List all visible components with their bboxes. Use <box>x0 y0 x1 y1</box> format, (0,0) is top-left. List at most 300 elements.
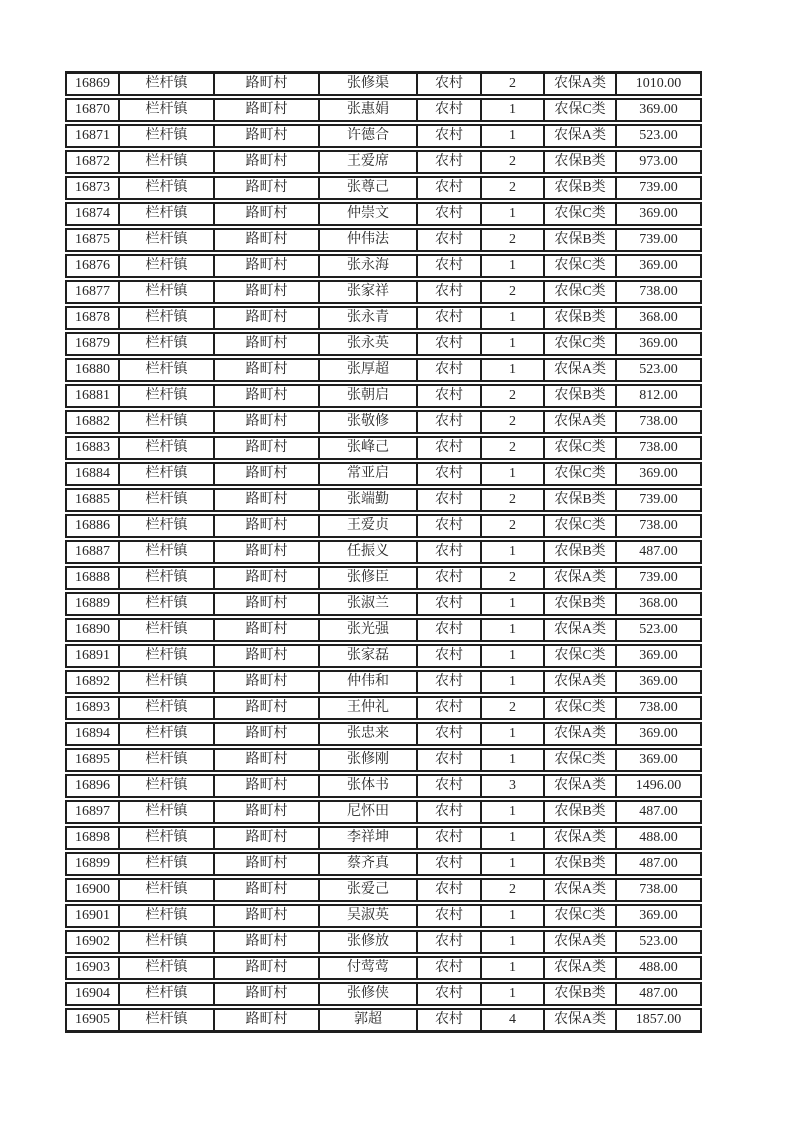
cell-village: 路町村 <box>214 904 319 928</box>
cell-amount: 487.00 <box>616 852 702 876</box>
cell-residence-type: 农村 <box>417 540 481 564</box>
cell-insurance-category: 农保A类 <box>544 566 616 590</box>
table-row <box>65 696 702 720</box>
cell-village: 路町村 <box>214 878 319 902</box>
cell-village: 路町村 <box>214 618 319 642</box>
cell-residence-type: 农村 <box>417 696 481 720</box>
cell-insurance-category: 农保C类 <box>544 696 616 720</box>
cell-residence-type: 农村 <box>417 774 481 798</box>
cell-insurance-category: 农保B类 <box>544 228 616 252</box>
table-row <box>65 826 702 850</box>
cell-amount: 739.00 <box>616 176 702 200</box>
cell-record-id: 16891 <box>65 644 119 668</box>
cell-town: 栏杆镇 <box>119 800 214 824</box>
cell-town: 栏杆镇 <box>119 722 214 746</box>
cell-residence-type: 农村 <box>417 852 481 876</box>
cell-person-count: 1 <box>481 618 544 642</box>
cell-insurance-category: 农保C类 <box>544 904 616 928</box>
cell-person-count: 2 <box>481 488 544 512</box>
cell-town: 栏杆镇 <box>119 436 214 460</box>
cell-amount: 523.00 <box>616 124 702 148</box>
cell-record-id: 16882 <box>65 410 119 434</box>
cell-person-count: 1 <box>481 670 544 694</box>
cell-record-id: 16872 <box>65 150 119 174</box>
cell-person-name: 王爱贞 <box>319 514 417 538</box>
cell-amount: 488.00 <box>616 826 702 850</box>
cell-person-name: 吴淑英 <box>319 904 417 928</box>
cell-residence-type: 农村 <box>417 150 481 174</box>
cell-person-count: 1 <box>481 540 544 564</box>
cell-amount: 812.00 <box>616 384 702 408</box>
cell-insurance-category: 农保A类 <box>544 930 616 954</box>
cell-residence-type: 农村 <box>417 904 481 928</box>
cell-record-id: 16871 <box>65 124 119 148</box>
cell-person-name: 张惠娟 <box>319 98 417 122</box>
table-row <box>65 358 702 382</box>
cell-residence-type: 农村 <box>417 202 481 226</box>
cell-insurance-category: 农保C类 <box>544 748 616 772</box>
table-row <box>65 878 702 902</box>
cell-person-name: 张修刚 <box>319 748 417 772</box>
cell-person-count: 1 <box>481 358 544 382</box>
table-row <box>65 748 702 772</box>
cell-village: 路町村 <box>214 254 319 278</box>
cell-residence-type: 农村 <box>417 592 481 616</box>
cell-village: 路町村 <box>214 384 319 408</box>
cell-insurance-category: 农保A类 <box>544 774 616 798</box>
cell-residence-type: 农村 <box>417 644 481 668</box>
insurance-roster-table <box>65 69 702 1035</box>
cell-person-count: 1 <box>481 904 544 928</box>
cell-record-id: 16900 <box>65 878 119 902</box>
cell-person-count: 2 <box>481 566 544 590</box>
cell-amount: 739.00 <box>616 488 702 512</box>
cell-person-count: 1 <box>481 592 544 616</box>
cell-insurance-category: 农保C类 <box>544 98 616 122</box>
table-row <box>65 384 702 408</box>
cell-amount: 369.00 <box>616 670 702 694</box>
cell-amount: 368.00 <box>616 306 702 330</box>
cell-person-name: 张爱己 <box>319 878 417 902</box>
cell-insurance-category: 农保A类 <box>544 826 616 850</box>
cell-village: 路町村 <box>214 800 319 824</box>
cell-insurance-category: 农保B类 <box>544 306 616 330</box>
cell-person-count: 1 <box>481 124 544 148</box>
cell-village: 路町村 <box>214 410 319 434</box>
cell-record-id: 16874 <box>65 202 119 226</box>
cell-village: 路町村 <box>214 71 319 96</box>
cell-town: 栏杆镇 <box>119 1008 214 1033</box>
cell-village: 路町村 <box>214 1008 319 1033</box>
cell-person-name: 张永英 <box>319 332 417 356</box>
cell-town: 栏杆镇 <box>119 410 214 434</box>
cell-town: 栏杆镇 <box>119 358 214 382</box>
cell-record-id: 16889 <box>65 592 119 616</box>
cell-amount: 487.00 <box>616 800 702 824</box>
cell-town: 栏杆镇 <box>119 930 214 954</box>
cell-insurance-category: 农保C类 <box>544 644 616 668</box>
cell-village: 路町村 <box>214 852 319 876</box>
cell-amount: 369.00 <box>616 644 702 668</box>
cell-person-count: 2 <box>481 436 544 460</box>
table-row <box>65 852 702 876</box>
cell-town: 栏杆镇 <box>119 566 214 590</box>
cell-person-name: 常亚启 <box>319 462 417 486</box>
table-row <box>65 592 702 616</box>
cell-village: 路町村 <box>214 826 319 850</box>
cell-record-id: 16896 <box>65 774 119 798</box>
cell-village: 路町村 <box>214 358 319 382</box>
cell-person-name: 许德合 <box>319 124 417 148</box>
cell-insurance-category: 农保C类 <box>544 436 616 460</box>
cell-village: 路町村 <box>214 176 319 200</box>
cell-amount: 523.00 <box>616 930 702 954</box>
cell-record-id: 16903 <box>65 956 119 980</box>
cell-amount: 369.00 <box>616 722 702 746</box>
cell-village: 路町村 <box>214 280 319 304</box>
cell-record-id: 16899 <box>65 852 119 876</box>
cell-insurance-category: 农保B类 <box>544 540 616 564</box>
cell-residence-type: 农村 <box>417 332 481 356</box>
cell-town: 栏杆镇 <box>119 462 214 486</box>
cell-village: 路町村 <box>214 696 319 720</box>
cell-record-id: 16873 <box>65 176 119 200</box>
cell-person-name: 张家祥 <box>319 280 417 304</box>
table-row <box>65 332 702 356</box>
cell-amount: 487.00 <box>616 982 702 1006</box>
cell-residence-type: 农村 <box>417 306 481 330</box>
cell-person-count: 1 <box>481 956 544 980</box>
cell-person-name: 张永青 <box>319 306 417 330</box>
cell-amount: 368.00 <box>616 592 702 616</box>
cell-person-name: 张敬修 <box>319 410 417 434</box>
cell-person-count: 1 <box>481 826 544 850</box>
cell-person-name: 张端勤 <box>319 488 417 512</box>
cell-town: 栏杆镇 <box>119 670 214 694</box>
cell-residence-type: 农村 <box>417 930 481 954</box>
cell-insurance-category: 农保B类 <box>544 592 616 616</box>
cell-record-id: 16890 <box>65 618 119 642</box>
cell-insurance-category: 农保A类 <box>544 722 616 746</box>
cell-insurance-category: 农保B类 <box>544 384 616 408</box>
cell-amount: 738.00 <box>616 514 702 538</box>
cell-town: 栏杆镇 <box>119 254 214 278</box>
cell-amount: 369.00 <box>616 904 702 928</box>
cell-residence-type: 农村 <box>417 670 481 694</box>
table-row <box>65 540 702 564</box>
cell-town: 栏杆镇 <box>119 176 214 200</box>
cell-amount: 369.00 <box>616 332 702 356</box>
table-row <box>65 98 702 122</box>
cell-record-id: 16876 <box>65 254 119 278</box>
cell-record-id: 16870 <box>65 98 119 122</box>
table-row <box>65 774 702 798</box>
cell-residence-type: 农村 <box>417 748 481 772</box>
cell-record-id: 16898 <box>65 826 119 850</box>
cell-record-id: 16901 <box>65 904 119 928</box>
cell-residence-type: 农村 <box>417 722 481 746</box>
cell-insurance-category: 农保C类 <box>544 332 616 356</box>
cell-person-name: 张修侠 <box>319 982 417 1006</box>
cell-person-name: 张修渠 <box>319 71 417 96</box>
cell-person-name: 张忠来 <box>319 722 417 746</box>
cell-village: 路町村 <box>214 228 319 252</box>
cell-residence-type: 农村 <box>417 98 481 122</box>
cell-person-name: 郭超 <box>319 1008 417 1033</box>
cell-record-id: 16894 <box>65 722 119 746</box>
cell-village: 路町村 <box>214 540 319 564</box>
cell-insurance-category: 农保A类 <box>544 956 616 980</box>
table-row <box>65 982 702 1006</box>
cell-amount: 369.00 <box>616 98 702 122</box>
cell-person-count: 1 <box>481 852 544 876</box>
table-row <box>65 306 702 330</box>
cell-amount: 973.00 <box>616 150 702 174</box>
cell-town: 栏杆镇 <box>119 618 214 642</box>
cell-town: 栏杆镇 <box>119 202 214 226</box>
cell-village: 路町村 <box>214 98 319 122</box>
cell-residence-type: 农村 <box>417 71 481 96</box>
cell-person-name: 仲伟和 <box>319 670 417 694</box>
cell-person-name: 尼怀田 <box>319 800 417 824</box>
cell-residence-type: 农村 <box>417 280 481 304</box>
cell-residence-type: 农村 <box>417 1008 481 1033</box>
table-row <box>65 71 702 96</box>
table-row <box>65 410 702 434</box>
table-row <box>65 488 702 512</box>
cell-record-id: 16904 <box>65 982 119 1006</box>
cell-record-id: 16895 <box>65 748 119 772</box>
cell-village: 路町村 <box>214 124 319 148</box>
cell-person-name: 张厚超 <box>319 358 417 382</box>
cell-record-id: 16902 <box>65 930 119 954</box>
cell-amount: 369.00 <box>616 202 702 226</box>
cell-record-id: 16879 <box>65 332 119 356</box>
cell-residence-type: 农村 <box>417 878 481 902</box>
cell-person-count: 1 <box>481 462 544 486</box>
cell-town: 栏杆镇 <box>119 384 214 408</box>
cell-insurance-category: 农保A类 <box>544 618 616 642</box>
cell-person-name: 付莺莺 <box>319 956 417 980</box>
cell-record-id: 16878 <box>65 306 119 330</box>
cell-person-count: 2 <box>481 410 544 434</box>
table-row <box>65 800 702 824</box>
cell-person-count: 2 <box>481 176 544 200</box>
cell-residence-type: 农村 <box>417 384 481 408</box>
cell-insurance-category: 农保C类 <box>544 514 616 538</box>
cell-amount: 369.00 <box>616 748 702 772</box>
cell-person-count: 1 <box>481 98 544 122</box>
cell-person-count: 3 <box>481 774 544 798</box>
cell-town: 栏杆镇 <box>119 774 214 798</box>
cell-village: 路町村 <box>214 462 319 486</box>
cell-village: 路町村 <box>214 332 319 356</box>
table-row <box>65 904 702 928</box>
cell-insurance-category: 农保A类 <box>544 670 616 694</box>
cell-town: 栏杆镇 <box>119 98 214 122</box>
cell-town: 栏杆镇 <box>119 956 214 980</box>
cell-town: 栏杆镇 <box>119 852 214 876</box>
cell-person-count: 2 <box>481 878 544 902</box>
cell-amount: 738.00 <box>616 280 702 304</box>
cell-insurance-category: 农保C类 <box>544 280 616 304</box>
cell-person-count: 1 <box>481 982 544 1006</box>
cell-person-name: 张永海 <box>319 254 417 278</box>
cell-residence-type: 农村 <box>417 618 481 642</box>
cell-insurance-category: 农保A类 <box>544 878 616 902</box>
cell-person-name: 张修放 <box>319 930 417 954</box>
cell-record-id: 16905 <box>65 1008 119 1033</box>
table-row <box>65 150 702 174</box>
cell-residence-type: 农村 <box>417 410 481 434</box>
cell-residence-type: 农村 <box>417 956 481 980</box>
cell-village: 路町村 <box>214 566 319 590</box>
cell-amount: 738.00 <box>616 696 702 720</box>
table-row <box>65 644 702 668</box>
table-row <box>65 124 702 148</box>
cell-residence-type: 农村 <box>417 826 481 850</box>
cell-town: 栏杆镇 <box>119 150 214 174</box>
cell-insurance-category: 农保A类 <box>544 124 616 148</box>
cell-residence-type: 农村 <box>417 514 481 538</box>
cell-town: 栏杆镇 <box>119 124 214 148</box>
cell-village: 路町村 <box>214 774 319 798</box>
cell-residence-type: 农村 <box>417 462 481 486</box>
cell-record-id: 16884 <box>65 462 119 486</box>
table-row <box>65 228 702 252</box>
cell-person-name: 张朝启 <box>319 384 417 408</box>
cell-person-count: 1 <box>481 332 544 356</box>
cell-person-name: 王仲礼 <box>319 696 417 720</box>
cell-person-count: 1 <box>481 644 544 668</box>
cell-insurance-category: 农保A类 <box>544 1008 616 1033</box>
cell-town: 栏杆镇 <box>119 982 214 1006</box>
cell-person-count: 1 <box>481 202 544 226</box>
cell-town: 栏杆镇 <box>119 748 214 772</box>
cell-town: 栏杆镇 <box>119 644 214 668</box>
cell-person-count: 2 <box>481 71 544 96</box>
cell-town: 栏杆镇 <box>119 904 214 928</box>
table-row <box>65 956 702 980</box>
cell-town: 栏杆镇 <box>119 514 214 538</box>
cell-town: 栏杆镇 <box>119 332 214 356</box>
cell-amount: 369.00 <box>616 462 702 486</box>
table-row <box>65 514 702 538</box>
cell-insurance-category: 农保C类 <box>544 254 616 278</box>
cell-village: 路町村 <box>214 150 319 174</box>
cell-record-id: 16883 <box>65 436 119 460</box>
table-row <box>65 566 702 590</box>
cell-residence-type: 农村 <box>417 982 481 1006</box>
cell-person-count: 1 <box>481 254 544 278</box>
cell-person-count: 2 <box>481 384 544 408</box>
cell-residence-type: 农村 <box>417 800 481 824</box>
cell-town: 栏杆镇 <box>119 540 214 564</box>
cell-person-name: 王爱席 <box>319 150 417 174</box>
table-row <box>65 722 702 746</box>
table-body <box>65 71 702 1033</box>
cell-person-name: 张家磊 <box>319 644 417 668</box>
cell-insurance-category: 农保C类 <box>544 202 616 226</box>
cell-amount: 739.00 <box>616 566 702 590</box>
cell-person-name: 仲伟法 <box>319 228 417 252</box>
cell-residence-type: 农村 <box>417 436 481 460</box>
cell-village: 路町村 <box>214 644 319 668</box>
cell-record-id: 16893 <box>65 696 119 720</box>
cell-town: 栏杆镇 <box>119 306 214 330</box>
table-row <box>65 618 702 642</box>
cell-insurance-category: 农保A类 <box>544 410 616 434</box>
table-row <box>65 202 702 226</box>
cell-residence-type: 农村 <box>417 228 481 252</box>
cell-person-name: 张修臣 <box>319 566 417 590</box>
cell-residence-type: 农村 <box>417 358 481 382</box>
cell-record-id: 16887 <box>65 540 119 564</box>
cell-record-id: 16881 <box>65 384 119 408</box>
cell-amount: 738.00 <box>616 410 702 434</box>
cell-amount: 487.00 <box>616 540 702 564</box>
cell-person-count: 1 <box>481 722 544 746</box>
cell-amount: 1857.00 <box>616 1008 702 1033</box>
cell-insurance-category: 农保C类 <box>544 462 616 486</box>
cell-village: 路町村 <box>214 514 319 538</box>
cell-village: 路町村 <box>214 592 319 616</box>
cell-residence-type: 农村 <box>417 254 481 278</box>
cell-record-id: 16886 <box>65 514 119 538</box>
cell-amount: 369.00 <box>616 254 702 278</box>
cell-record-id: 16897 <box>65 800 119 824</box>
cell-insurance-category: 农保A类 <box>544 71 616 96</box>
cell-town: 栏杆镇 <box>119 228 214 252</box>
cell-town: 栏杆镇 <box>119 696 214 720</box>
cell-village: 路町村 <box>214 748 319 772</box>
cell-insurance-category: 农保B类 <box>544 176 616 200</box>
cell-village: 路町村 <box>214 722 319 746</box>
cell-person-name: 张峰己 <box>319 436 417 460</box>
cell-insurance-category: 农保B类 <box>544 982 616 1006</box>
cell-person-name: 蔡齐真 <box>319 852 417 876</box>
table-row <box>65 930 702 954</box>
cell-insurance-category: 农保B类 <box>544 150 616 174</box>
cell-person-count: 2 <box>481 514 544 538</box>
cell-village: 路町村 <box>214 982 319 1006</box>
cell-amount: 488.00 <box>616 956 702 980</box>
cell-record-id: 16892 <box>65 670 119 694</box>
table-row <box>65 1008 702 1033</box>
cell-person-name: 仲崇文 <box>319 202 417 226</box>
cell-residence-type: 农村 <box>417 566 481 590</box>
cell-village: 路町村 <box>214 930 319 954</box>
cell-amount: 738.00 <box>616 436 702 460</box>
cell-amount: 523.00 <box>616 358 702 382</box>
cell-person-count: 1 <box>481 306 544 330</box>
cell-insurance-category: 农保B类 <box>544 488 616 512</box>
cell-amount: 523.00 <box>616 618 702 642</box>
cell-amount: 738.00 <box>616 878 702 902</box>
cell-amount: 1496.00 <box>616 774 702 798</box>
cell-town: 栏杆镇 <box>119 280 214 304</box>
cell-village: 路町村 <box>214 670 319 694</box>
cell-person-name: 张淑兰 <box>319 592 417 616</box>
cell-person-count: 2 <box>481 150 544 174</box>
cell-person-count: 2 <box>481 280 544 304</box>
table-row <box>65 254 702 278</box>
cell-town: 栏杆镇 <box>119 826 214 850</box>
cell-village: 路町村 <box>214 436 319 460</box>
cell-residence-type: 农村 <box>417 176 481 200</box>
cell-record-id: 16885 <box>65 488 119 512</box>
cell-amount: 1010.00 <box>616 71 702 96</box>
